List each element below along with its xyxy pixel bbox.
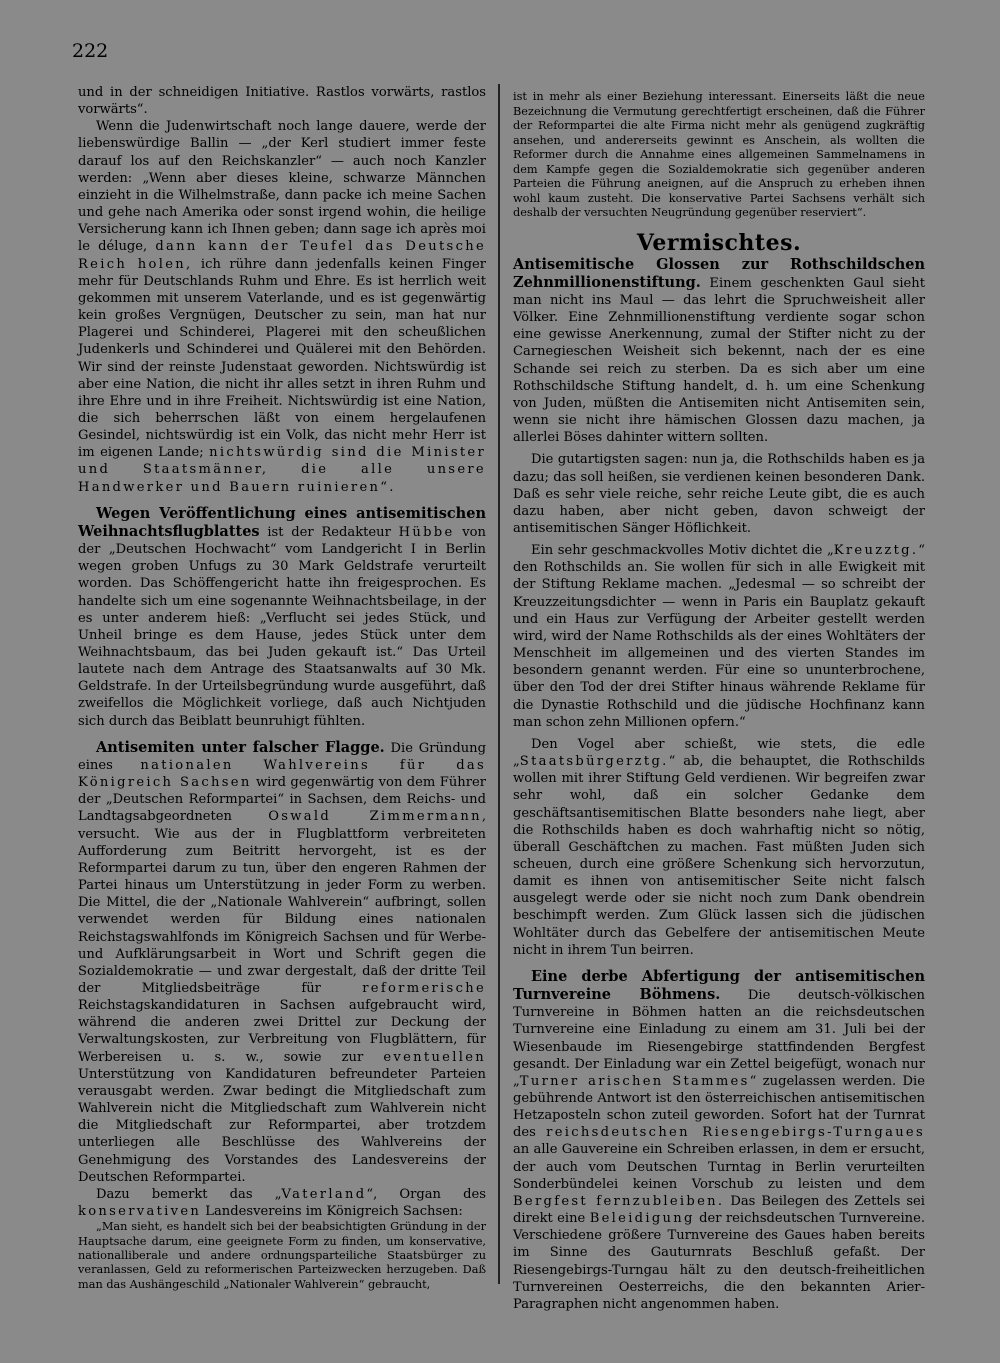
text-run: “ zugelassen werden. Die gebührende Antwort ist den österreichischen antisemitischen Hetzaposteln schon zuteil geworden. Sofort hat der Turnrat des: [513, 1073, 925, 1141]
emphasis-text: Beleidigung: [589, 1211, 695, 1227]
section-title: Vermischtes.: [636, 229, 802, 256]
emphasis-text: Kreuzztg.: [833, 543, 919, 559]
left-column: [78, 84, 486, 1292]
emphasis-text: eventuellen: [383, 1049, 486, 1065]
right-column: [513, 90, 925, 1313]
emphasis-text: Vaterland: [281, 1186, 367, 1202]
text-run: Den Vogel aber schießt, wie stets, die edle „: [513, 736, 925, 770]
text-run: ich rühre dann jedenfalls keinen Finger mehr für Deutschlands Ruhm und Ehre. Es ist herrlich weit gekommen mit unserem Vaterlande, und es ist gegenwärtig kein großes Vergnügen, Deutscher zu sein, man hat nur Plagerei und Schinderei, Plagerei mit den scheußlichen Judenkerls und Schinderei und Quälerei mit den Behörden. Wir sind der reinste Judenstaat geworden. Nichtswürdig ist aber eine Nation, die nicht ihr alles setzt in ihren Ruhm und ihre Ehre und in ihre Freiheit. Nichtswürdig ist eine Nation, die sich beherrschen läßt von einem hergelaufenen Gesindel, nichtswürdig ist ein Volk, das nicht mehr Herr ist im eigenen Lande;: [78, 256, 486, 461]
text-run: der reichsdeutschen Turnvereine. Verschiedene größere Turnvereine des Gaues haben bereits im Sinne des Gauturnrats Beschluß gefaßt. Der Riesengebirgs-Turngau hält zu den deutsch-freiheitlichen Turnvereinen Oesterreichs, die den bekannten Arier-Paragraphen nicht angenommen haben.: [513, 1211, 925, 1312]
text-run: an alle Gauvereine ein Schreiben erlassen, in dem er ersucht, der auch vom Deutschen Turntag in Berlin verurteilten Sonderbündelei keinen Vorschub zu leisten und dem: [513, 1142, 925, 1192]
paragraph: [78, 1186, 486, 1220]
text-run: Unterstützung von Kandidaturen befreundeter Parteien verausgabt werden. Zwar bedingt die Mitgliedschaft zum Wahlverein nicht die Mitgliedschaft zum Wahlverein nicht die Mitgliedschaft zur Reformpartei, aber trotzdem unterliegen alle Beschlüsse des Wahlvereins der Genehmigung des Vorstandes des Landesvereins der Deutschen Reformpartei.: [78, 1066, 486, 1185]
text-run: Ein sehr geschmackvolles Motiv dichtet die „: [531, 543, 834, 559]
quotation: „Man sieht, es handelt sich bei der beabsichtigten Gründung in der Hauptsache darum, eine geeignete Form zu finden, um konservative, nationalliberale und andere ordnungsparteiliche Staatsbürger zu veranlassen, Geld zu reformerischen Parteizwecken herzugeben. Daß man das Aushängeschild „Nationaler Wahlverein“ gebraucht,: [78, 1220, 486, 1291]
article: [78, 505, 486, 730]
paragraph: [513, 736, 925, 959]
paragraph: und in der schneidigen Initiative. Rastlos vorwärts, rastlos vorwärts“.: [78, 85, 486, 118]
paragraph: [78, 118, 486, 495]
emphasis-text: nichtswürdig sind die Minister und Staatsmänner, die alle unsere Handwerker und Bauern ruinieren“.: [78, 445, 487, 495]
article-headline: Antisemitische Glossen zur Rothschildschen Zehnmillionenstiftung.: [513, 255, 925, 291]
text-run: ist der Redakteur: [259, 524, 399, 540]
text-run: Die Gründung eines: [78, 740, 486, 773]
text-run: Die deutsch-völkischen Turnvereine in Böhmen hatten an die reichsdeutschen Turnvereine eine Einladung zu einem am 31. Juli bei der Wiesenbaude im Riesengebirge stattfindenden Bergfest gesandt. Der Einladung war ein Zettel beigefügt, wonach nur „: [513, 988, 925, 1089]
article-headline: Antisemiten unter falscher Flagge.: [96, 738, 385, 756]
quotation-continued: ist in mehr als einer Beziehung interessant. Einerseits läßt die neue Bezeichnung die Vermutung gerechtfertigt erscheinen, daß die Führer der Reformpartei die alte Firma nicht mehr als genügend zugkräftig ansehen, und andererseits gewinnt es Anschein, als wollten die Reformer durch die Annahme eines allgemeinen Sammelnamens in dem Kampfe gegen die Sozialdemokratie sich gegenüber anderen Parteien die Führung aneignen, auf die Anspruch zu erheben ihnen wohl kaum zusteht. Die konservative Partei Sachsens verhält sich deshalb der versuchten Neugründung gegenüber reserviert“.: [513, 90, 925, 219]
article: [513, 968, 925, 1313]
article: [78, 739, 486, 1186]
article-headline: Wegen Veröffentlichung eines antisemitischen Weihnachtsflugblattes: [78, 504, 486, 540]
column-divider: [498, 84, 500, 1284]
emphasis-text: Oswald Zimmermann: [268, 809, 482, 825]
page-number: 222: [72, 40, 109, 62]
text-run: Einem geschenkten Gaul sieht man nicht ins Maul — das lehrt die Spruchweisheit aller Völker. Eine Zehnmillionenstiftung verdiente sogar schon eine gewisse Anerkennung, zumal der Stifter nicht zu der Carnegieschen Weisheit sich bekennt, nach der es eine Schande sei reich zu sterben. Da es sich aber um eine Rothschildsche Stiftung handelt, d. h. um eine Schenkung von Juden, müßten die Antisemiten nicht Antisemiten sein, wenn sie nicht ihre hämischen Glossen dazu machen, ja allerlei Böses dahinter wittern sollten.: [513, 275, 925, 446]
text-run: wird gegenwärtig von dem Führer der „Deutschen Reformpartei“ in Sachsen, dem Reichs- und Landtagsabgeordneten: [78, 775, 486, 825]
emphasis-text: Turner arischen Stammes: [519, 1073, 750, 1089]
text-run: “ den Rothschilds an. Sie wollen für sich in alle Ewigkeit mit der Stiftung Reklame machen. „Jedesmal — so schreibt der Kreuzzeitungsdichter — wenn in Paris ein Bauplatz gekauft und ein Haus zur Verfügung der Arbeiter gestellt werden wird, wird der Name Rothschilds als der eines Wohltäters der Menschheit im allgemeinen und des vierten Standes im besondern genannt werden. Für eine so ununterbrochene, über den Tod der drei Stifter hinaus währende Reklame für die Dynastie Rothschild und die jüdische Hochfinanz kann man schon zehn Millionen opfern.“: [513, 543, 925, 730]
emphasis-text: konservativen: [78, 1204, 202, 1219]
paragraph: [513, 542, 925, 731]
emphasis-text: Hübbe: [398, 524, 455, 540]
text-run: “ ab, die behauptet, die Rothschilds wollen mit ihrer Stiftung Geld verdienen. Wir begreifen zwar sehr wohl, daß ein solcher Gedanke dem geschäftsantisemitischen Blatte besonders nahe liegt, aber die Rothschilds haben es doch wahrhaftig nicht so nötig, überall Geschäftchen zu machen. Fast müßten Juden sich scheuen, durch eine größere Schenkung sich hervorzutun, damit es ihnen von antisemitischer Seite nicht falsch ausgelegt werde oder sie nicht noch zum Dank obendrein beschimpft werden. Zum Glück lassen sich die jüdischen Wohltäter durch das Gebelfere der antisemitischen Meute nicht in ihrem Tun beirren.: [513, 754, 925, 958]
text-run: Das Beilegen des Zettels sei direkt eine: [513, 1193, 925, 1227]
emphasis-text: Bergfest fernzubleiben.: [513, 1193, 725, 1209]
emphasis-text: reichsdeutschen Riesengebirgs-Turngaues: [546, 1125, 925, 1141]
emphasis-text: Staatsbürgerztg.: [519, 754, 669, 770]
text-run: “, Organ des: [366, 1186, 486, 1202]
text-run: Landesvereins im Königreich Sachsen:: [201, 1204, 463, 1219]
text-run: Dazu bemerkt das „: [96, 1186, 282, 1202]
emphasis-text: reformerische: [362, 980, 486, 996]
text-run: Reichstagskandidaturen in Sachsen aufgebraucht wird, während die anderen zwei Drittel zur Deckung der Verwaltungskosten, zur Verbreitung von Flugblättern, für Werbereisen u. s. w., sowie zur: [78, 998, 486, 1065]
emphasis-text: dann kann der Teufel das Deutsche Reich holen,: [78, 239, 486, 272]
paragraph: Die gutartigsten sagen: nun ja, die Rothschilds haben es ja dazu; das soll heißen, sie verdienen keinen besonderen Dank. Daß es sehr viele reiche, sehr reiche Leute gibt, die es auch dazu haben, aber nicht geben, davon schweigt der antisemitischen Sänger Höflichkeit.: [513, 452, 925, 536]
text-run: von der „Deutschen Hochwacht“ vom Landgericht I in Berlin wegen groben Unfugs zu 30 Mark Geldstrafe verurteilt worden. Das Schöffengericht hatte ihn freigesprochen. Es handelte sich um eine sogenannte Weihnachtsbeilage, in der es unter anderem hieß: „Verflucht sei jedes Stück, und Unheil bringe es dem Hause, jedes Stück unter dem Weihnachtsbaum, das bei Juden gekauft ist.“ Das Urteil lautete nach dem Antrage des Staatsanwalts auf 30 Mk. Geldstrafe. In der Urteilsbegründung wurde ausgeführt, daß zweifellos die Möglichkeit vorliege, daß auch Nichtjuden sich durch das Beiblatt beunruhigt fühlten.: [78, 524, 486, 729]
article-headline: Eine derbe Abfertigung der antisemitischen Turnvereine Böhmens.: [513, 967, 925, 1004]
article: [513, 256, 925, 447]
text-run: , versucht. Wie aus der in Flugblattform verbreiteten Aufforderung zum Beitritt hervorgeht, ist es der Reformpartei darum zu tun, über den engeren Rahmen der Partei hinaus um Unterstützung in jeder Form zu werben. Die Mittel, die der „Nationale Wahlverein“ aufbringt, sollen verwendet werden für Bildung eines nationalen Reichstagswahlfonds im Königreich Sachsen und für Werbe- und Aufklärungsarbeit in Wort und Schrift gegen die Sozialdemokratie — und zwar dergestalt, daß der dritte Teil der Mitgliedsbeiträge für: [78, 809, 486, 996]
emphasis-text: nationalen Wahlvereins für das Königreich Sachsen: [78, 757, 487, 791]
text-run: Wenn die Judenwirtschaft noch lange dauere, werde der liebenswürdige Ballin — „der Kerl studiert immer feste darauf los auf den Reichskanzler“ — auch noch Kanzler werden: „Wenn aber dieses kleine, schwarze Männchen einzieht in die Wilhelmstraße, dann packe ich meine Sachen und gehe nach Amerika oder sonst irgend wohin, die heilige Versicherung kann ich Ihnen geben; dann sage ich après moi le déluge,: [78, 119, 486, 255]
